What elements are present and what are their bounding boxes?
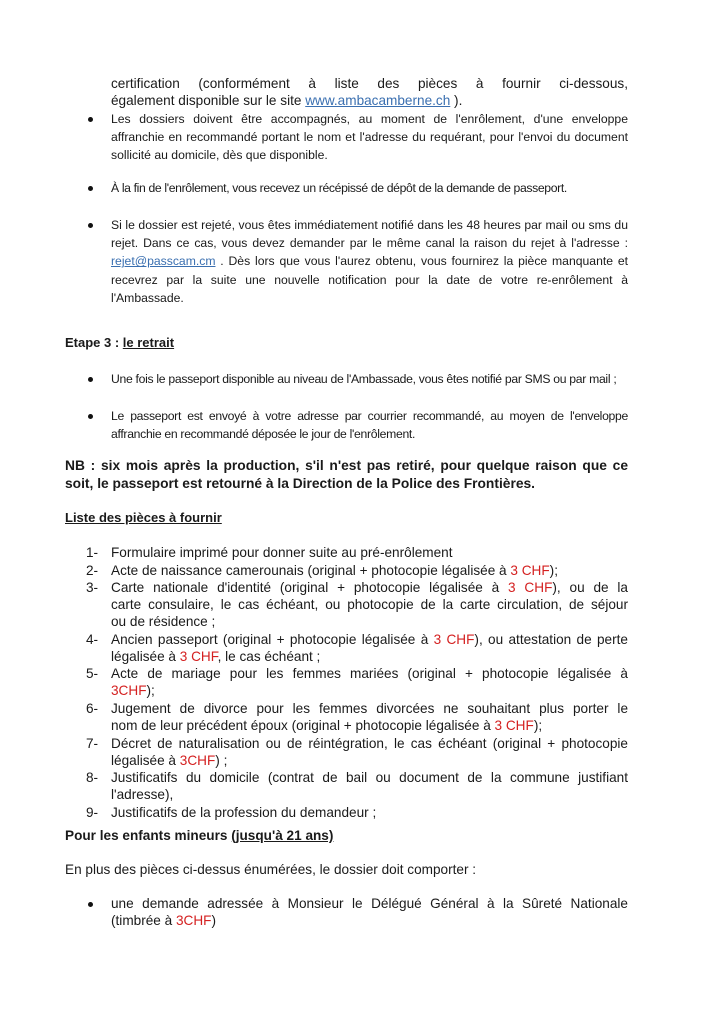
bullet-rejet-text [111,216,628,307]
list-item-line [111,665,628,682]
list-item-text: ); [146,683,155,699]
list-item-text: ou de résidence ; [111,614,216,630]
mineurs-heading [65,828,333,843]
bullet-dot [88,902,93,907]
timbre-intro: (timbrée à [111,913,176,928]
list-item-line [111,579,628,596]
bullet-dot [88,377,93,382]
mineurs-demande-line-2 [111,912,628,929]
list-item-text: légalisée à [111,648,180,664]
certification-line-2 [111,92,628,109]
list-item-text: carte consulaire, le cas échéant, ou photocopie de la carte circulation, de séjour [111,597,628,613]
price-amount: 3 CHF [433,631,475,647]
list-item-text: ); [533,718,543,733]
list-item-line [111,804,628,821]
list-item-text: ); [549,562,558,578]
list-item-line [111,786,628,803]
list-item [111,562,628,579]
list-item-line [111,648,628,665]
list-item-text: Justificatifs du domicile (contrat de bail ou document de la commune justifiant [111,770,628,786]
price-amount: 3 CHF [510,562,550,578]
list-item [111,579,628,630]
list-item-line [111,700,628,717]
etape3-title: le retrait [122,335,175,350]
site-outro: ). [450,93,463,108]
list-item-text: Acte de mariage pour les femmes mariées (original + photocopie légalisée à [111,666,628,682]
bullet-dot [88,223,93,228]
mineurs-prefix: Pour les enfants mineurs [65,828,232,843]
bullet-recepisse-text: À la fin de l'enrôlement, vous recevez un récépissé de dépôt de la demande de passeport. [111,181,567,195]
list-number: 8- [86,770,99,786]
mineurs-intro: En plus des pièces ci-dessus énumérées, le dossier doit comporter : [65,862,477,877]
timbre-close: ) [211,913,216,928]
price-amount: 3 CHF [179,648,218,664]
list-item [111,631,628,665]
list-number: 5- [86,666,99,682]
list-item-text: Ancien passeport (original + photocopie légalisée à [111,631,434,647]
bullet-dot [88,117,93,122]
nb-line-1: NB : six mois après la production, s'il n'est pas retiré, pour quelque raison que ce [65,458,628,473]
rejet-outro: . Dès lors que vous l'aurez obtenu, vous fournirez la pièce manquante et recevrez par la suite une nouvelle notification pour la date de votre re-enrôlement à l'Ambassade. [111,254,628,305]
bullet-envelope-text: Les dossiers doivent être accompagnés, au moment de l'enrôlement, d'une enveloppe affranchie en recommandé portant le nom et l'adresse du requérant, pour l'envoi du document sollicité au domicile, dès que disponible. [111,112,628,163]
price-amount: 3CHF [111,683,147,699]
list-number: 2- [86,562,99,578]
list-item-line [111,735,628,752]
ambassade-website-link[interactable]: www.ambacamberne.ch [305,93,451,108]
mineurs-demande-line-1: une demande adressée à Monsieur le Délégué Général à la Sûreté Nationale [111,896,628,911]
list-item-text: Acte de naissance camerounais (original + photocopie légalisée à [111,562,511,578]
list-item-text: Décret de naturalisation ou de réintégration, le cas échéant (original + photocopie [111,735,628,751]
etape3-prefix: Etape 3 : [65,335,123,350]
list-item [111,665,628,699]
mineurs-demande-item [111,895,628,929]
list-item [111,804,628,821]
price-amount: 3 CHF [494,718,534,733]
list-item-line [111,613,628,630]
rejet-intro: Si le dossier est rejeté, vous êtes immédiatement notifié dans les 48 heures par mail ou sms du rejet. Dans ce cas, vous devez demander par le même canal la raison du rejet à l'adresse : [111,218,628,251]
bullet-certification-text [111,75,628,109]
bullet-dot [88,186,93,191]
price-amount: 3CHF [179,752,216,768]
list-item [111,769,628,803]
list-item-text: Justificatifs de la profession du demandeur ; [111,804,377,820]
price-amount: 3 CHF [508,580,553,596]
list-item [111,544,628,561]
list-item-text: , le cas échéant ; [217,648,321,664]
list-item-text: Jugement de divorce pour les femmes divorcées ne souhaitant plus porter le [111,701,628,716]
list-item-line [111,717,628,734]
etape3-heading [65,335,174,350]
mineurs-title: (jusqu'à 21 ans) [231,828,334,843]
list-item-text: l'adresse), [111,787,174,803]
list-item-line [111,562,628,579]
list-item-line [111,682,628,699]
certification-line-1: certification (conformément à liste des pièces à fournir ci-dessous, [111,76,628,91]
list-item-text: ), ou de la [552,580,628,596]
list-item-text: ), ou attestation de perte [474,631,628,647]
timbre-amount: 3CHF [175,913,212,928]
retrait-envoi-text: Le passeport est envoyé à votre adresse par courrier recommandé, au moyen de l'enveloppe affranchie en recommandé déposée le jour de l'enrôlement. [111,409,628,442]
list-number: 7- [86,735,99,751]
list-item-line [111,631,628,648]
list-item-line [111,596,628,613]
list-item-line [111,769,628,786]
list-number: 9- [86,804,99,820]
site-intro: également disponible sur le site [111,93,306,108]
nb-line-2: soit, le passeport est retourné à la Direction de la Police des Frontières. [65,476,536,491]
list-item [111,700,628,734]
list-item-line [111,544,628,561]
liste-pieces-heading: Liste des pièces à fournir [65,510,222,525]
list-item-text: ) ; [215,752,228,768]
bullet-dot [88,414,93,419]
list-item-line [111,752,628,769]
list-item-text: légalisée à [111,752,180,768]
list-number: 6- [86,701,99,716]
nb-notice [65,457,628,493]
rejet-email-link[interactable]: rejet@passcam.cm [111,254,216,269]
list-item-text: nom de leur précédent époux (original + photocopie légalisée à [111,718,495,733]
list-number: 1- [86,545,99,560]
list-item-text: Formulaire imprimé pour donner suite au pré-enrôlement [111,545,453,560]
list-item [111,735,628,769]
list-number: 4- [86,631,99,647]
list-number: 3- [86,580,99,596]
retrait-notification-text: Une fois le passeport disponible au niveau de l'Ambassade, vous êtes notifié par SMS ou par mail ; [111,372,617,386]
list-item-text: Carte nationale d'identité (original + photocopie légalisée à [111,580,509,596]
